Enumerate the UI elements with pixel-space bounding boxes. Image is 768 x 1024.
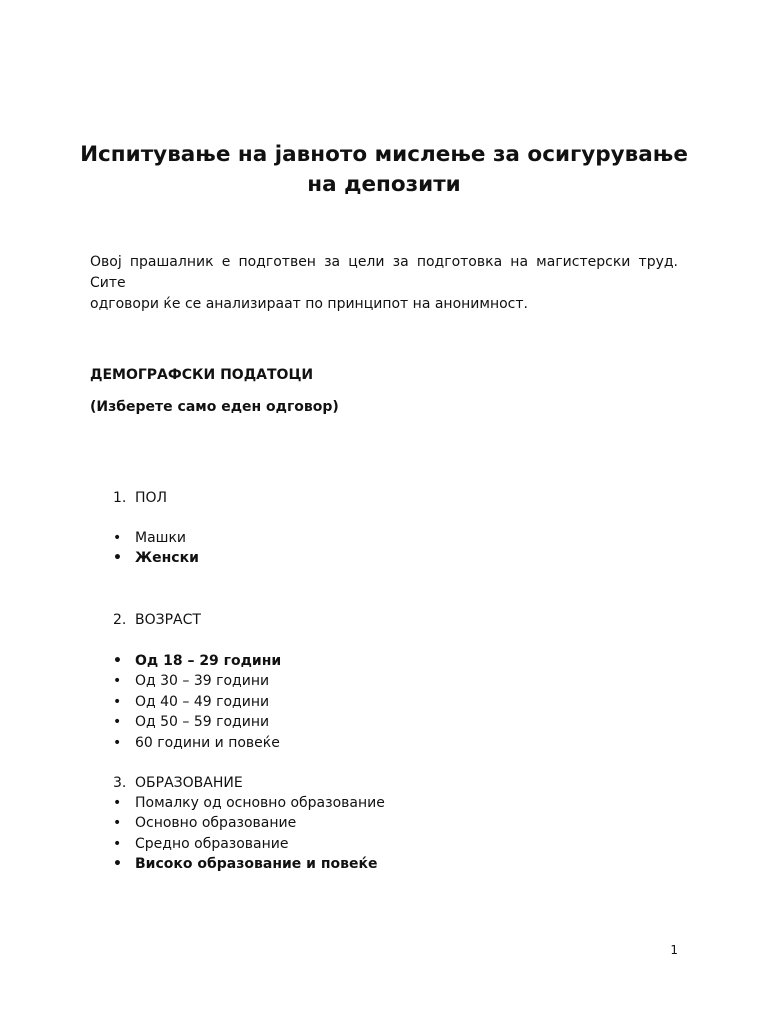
bullet-icon: • xyxy=(113,734,122,751)
bullet-icon: • xyxy=(113,530,122,546)
title-line-2: на депозити xyxy=(307,172,461,197)
options-list-gender xyxy=(113,528,199,569)
option-item xyxy=(113,712,281,732)
bullet-icon: • xyxy=(113,835,122,852)
question-number: 2. xyxy=(113,612,127,628)
option-label: 60 години и повеќе xyxy=(135,734,280,751)
page-number: 1 xyxy=(670,943,678,957)
option-item xyxy=(113,813,385,833)
option-item xyxy=(113,733,281,753)
options-list-education xyxy=(113,793,385,875)
bullet-icon: • xyxy=(113,673,122,690)
option-item xyxy=(113,548,199,568)
option-label: Машки xyxy=(135,530,187,546)
bullet-icon: • xyxy=(113,653,122,669)
bullet-icon: • xyxy=(113,550,122,567)
question-heading-age xyxy=(113,610,201,630)
bullet-icon: • xyxy=(113,856,122,873)
question-heading-gender xyxy=(113,488,167,508)
option-label: Женски xyxy=(135,550,199,567)
bullet-icon: • xyxy=(113,714,122,731)
question-label: ОБРАЗОВАНИЕ xyxy=(135,775,243,791)
option-item xyxy=(113,793,385,813)
option-label: Средно образование xyxy=(135,835,289,852)
options-list-age xyxy=(113,651,281,753)
option-item xyxy=(113,671,281,691)
option-label: Од 30 – 39 години xyxy=(135,673,270,690)
option-label: Помалку од основно образование xyxy=(135,795,385,811)
option-item xyxy=(113,651,281,671)
option-label: Високо образование и повеќе xyxy=(135,856,378,873)
document-title xyxy=(40,140,728,200)
option-label: Основно образование xyxy=(135,815,297,832)
title-line-1: Испитување на јавното мислење за осигурување xyxy=(80,142,688,167)
section-instruction: (Изберете само еден одговор) xyxy=(90,399,339,415)
question-heading-education xyxy=(113,773,243,793)
option-item xyxy=(113,692,281,712)
option-item xyxy=(113,854,385,874)
option-label: Од 50 – 59 години xyxy=(135,714,270,731)
option-label: Од 18 – 29 години xyxy=(135,653,282,669)
bullet-icon: • xyxy=(113,693,122,710)
option-label: Од 40 – 49 години xyxy=(135,693,270,710)
option-item xyxy=(113,528,199,548)
intro-line-2: одговори ќе се анализираат по принципот на анонимност. xyxy=(90,296,528,312)
section-heading: ДЕМОГРАФСКИ ПОДАТОЦИ xyxy=(90,367,314,383)
intro-paragraph xyxy=(90,252,678,315)
bullet-icon: • xyxy=(113,795,122,811)
question-label: ПОЛ xyxy=(135,490,168,506)
question-number: 1. xyxy=(113,490,127,506)
option-item xyxy=(113,834,385,854)
question-label: ВОЗРАСТ xyxy=(135,612,201,628)
intro-line-1: Овој прашалник е подготвен за цели за подготовка на магистерски труд. Сите xyxy=(90,254,678,291)
question-number: 3. xyxy=(113,775,127,791)
bullet-icon: • xyxy=(113,815,122,832)
